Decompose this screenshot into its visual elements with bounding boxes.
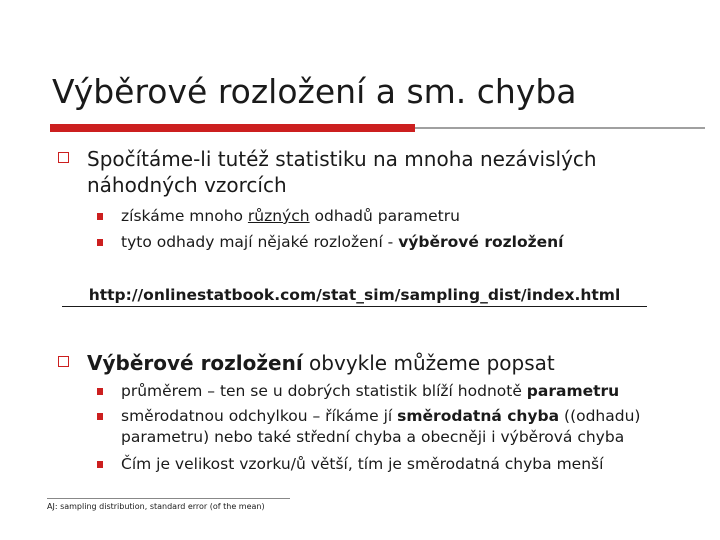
sub-bullet-1-1 (97, 206, 661, 227)
bullet-point-2-text: Výběrové rozložení obvykle můžeme popsat (87, 351, 555, 375)
sub-bullet-2-2 (97, 406, 661, 448)
sub-bullet-2-2-text: směrodatnou odchylkou – říkáme jí směrodatná chyba ((odhadu) parametru) nebo také střední chyba a obecněji i výběrová chyba (121, 407, 641, 446)
square-bullet-icon (58, 152, 69, 163)
filled-square-bullet-icon (97, 239, 103, 246)
sub-bullet-2-3-text: Čím je velikost vzorku/ů větší, tím je směrodatná chyba menší (121, 455, 604, 473)
sub-bullet-1-2 (97, 232, 661, 253)
sub-bullet-2-1 (97, 381, 661, 402)
filled-square-bullet-icon (97, 461, 103, 468)
filled-square-bullet-icon (97, 213, 103, 220)
filled-square-bullet-icon (97, 413, 103, 420)
sub-bullet-2-3 (97, 454, 661, 475)
title-divider-rule (415, 127, 705, 129)
sub-bullet-1-1-text: získáme mnoho různých odhadů parametru (121, 207, 460, 225)
footnote-separator (47, 498, 290, 499)
slide-title: Výběrové rozložení a sm. chyba (52, 72, 577, 111)
bullet-point-2 (58, 350, 647, 376)
bullet-point-1 (58, 146, 647, 198)
sub-bullet-2-1-text: průměrem – ten se u dobrých statistik blíží hodnotě parametru (121, 382, 620, 400)
filled-square-bullet-icon (97, 388, 103, 395)
footnote: AJ: sampling distribution, standard error (of the mean) (47, 502, 265, 511)
sampling-dist-link[interactable]: http://onlinestatbook.com/stat_sim/sampling_dist/index.html (62, 286, 647, 307)
bullet-point-1-text: Spočítáme-li tutéž statistiku na mnoha nezávislých náhodných vzorcích (87, 147, 597, 197)
sub-bullet-1-2-text: tyto odhady mají nějaké rozložení - výběrové rozložení (121, 233, 564, 251)
square-bullet-icon (58, 356, 69, 367)
title-accent-rule (50, 124, 415, 132)
